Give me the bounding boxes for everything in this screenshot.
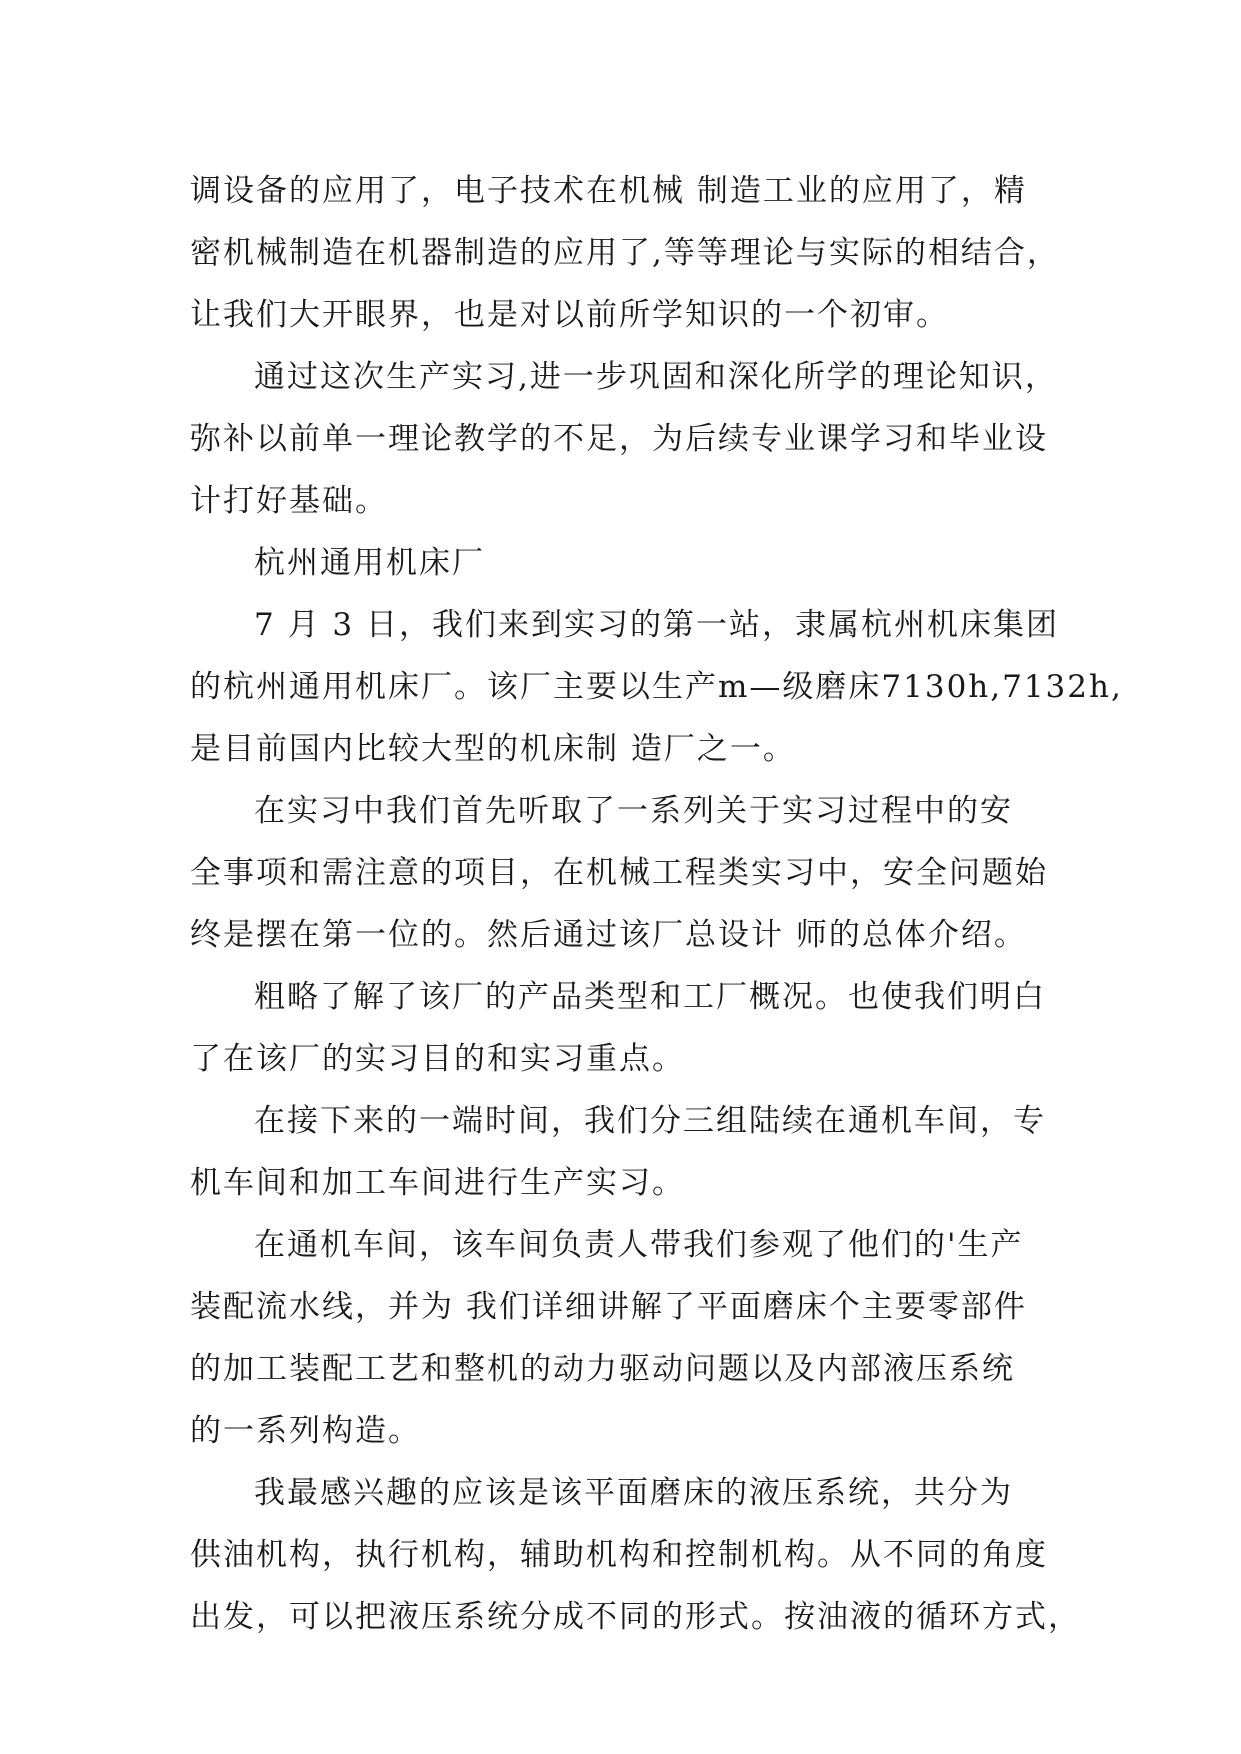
text-line: 出发，可以把液压系统分成不同的形式。按油液的循环方式， — [190, 1599, 1081, 1635]
paragraph-first-line: 在实习中我们首先听取了一系列关于实习过程中的安 — [254, 793, 1013, 829]
document-body — [190, 160, 1123, 1648]
paragraph-first-line: 杭州通用机床厂 — [254, 545, 485, 581]
text-line: 了在该厂的实习目的和实习重点。 — [190, 1041, 685, 1077]
paragraph-first-line: 在通机车间，该车间负责人带我们参观了他们的'生产 — [254, 1227, 1024, 1263]
text-line: 让我们大开眼界，也是对以前所学知识的一个初审。 — [190, 297, 949, 333]
text-line: 的一系列构造。 — [190, 1413, 421, 1449]
text-line: 机车间和加工车间进行生产实习。 — [190, 1165, 685, 1201]
paragraph-first-line: 我最感兴趣的应该是该平面磨床的液压系统，共分为 — [254, 1475, 1013, 1511]
text-line: 供油机构，执行机构，辅助机构和控制机构。从不同的角度 — [190, 1537, 1048, 1573]
text-line: 装配流水线，并为 我们详细讲解了平面磨床个主要零部件 — [190, 1289, 1027, 1325]
paragraph-first-line: 通过这次生产实习,进一步巩固和深化所学的理论知识， — [254, 359, 1058, 395]
text-line: 计打好基础。 — [190, 483, 388, 519]
text-line: 密机械制造在机器制造的应用了,等等理论与实际的相结合， — [190, 235, 1060, 271]
text-line: 调设备的应用了，电子技术在机械 制造工业的应用了，精 — [190, 173, 1027, 209]
text-line: 的杭州通用机床厂。该厂主要以生产m—级磨床7130h,7132h, — [190, 669, 1123, 705]
text-line: 的加工装配工艺和整机的动力驱动问题以及内部液压系统 — [190, 1351, 1015, 1387]
paragraph-first-line: 粗略了解了该厂的产品类型和工厂概况。也使我们明白 — [254, 979, 1046, 1015]
text-line: 弥补以前单一理论教学的不足，为后续专业课学习和毕业设 — [190, 421, 1048, 457]
text-line: 全事项和需注意的项目，在机械工程类实习中，安全问题始 — [190, 855, 1048, 891]
text-line: 是目前国内比较大型的机床制 造厂之一。 — [190, 731, 796, 767]
paragraph-first-line: 7 月 3 日，我们来到实习的第一站，隶属杭州机床集团 — [254, 607, 1060, 643]
text-line: 终是摆在第一位的。然后通过该厂总设计 师的总体介绍。 — [190, 917, 1027, 953]
paragraph-first-line: 在接下来的一端时间，我们分三组陆续在通机车间，专 — [254, 1103, 1046, 1139]
